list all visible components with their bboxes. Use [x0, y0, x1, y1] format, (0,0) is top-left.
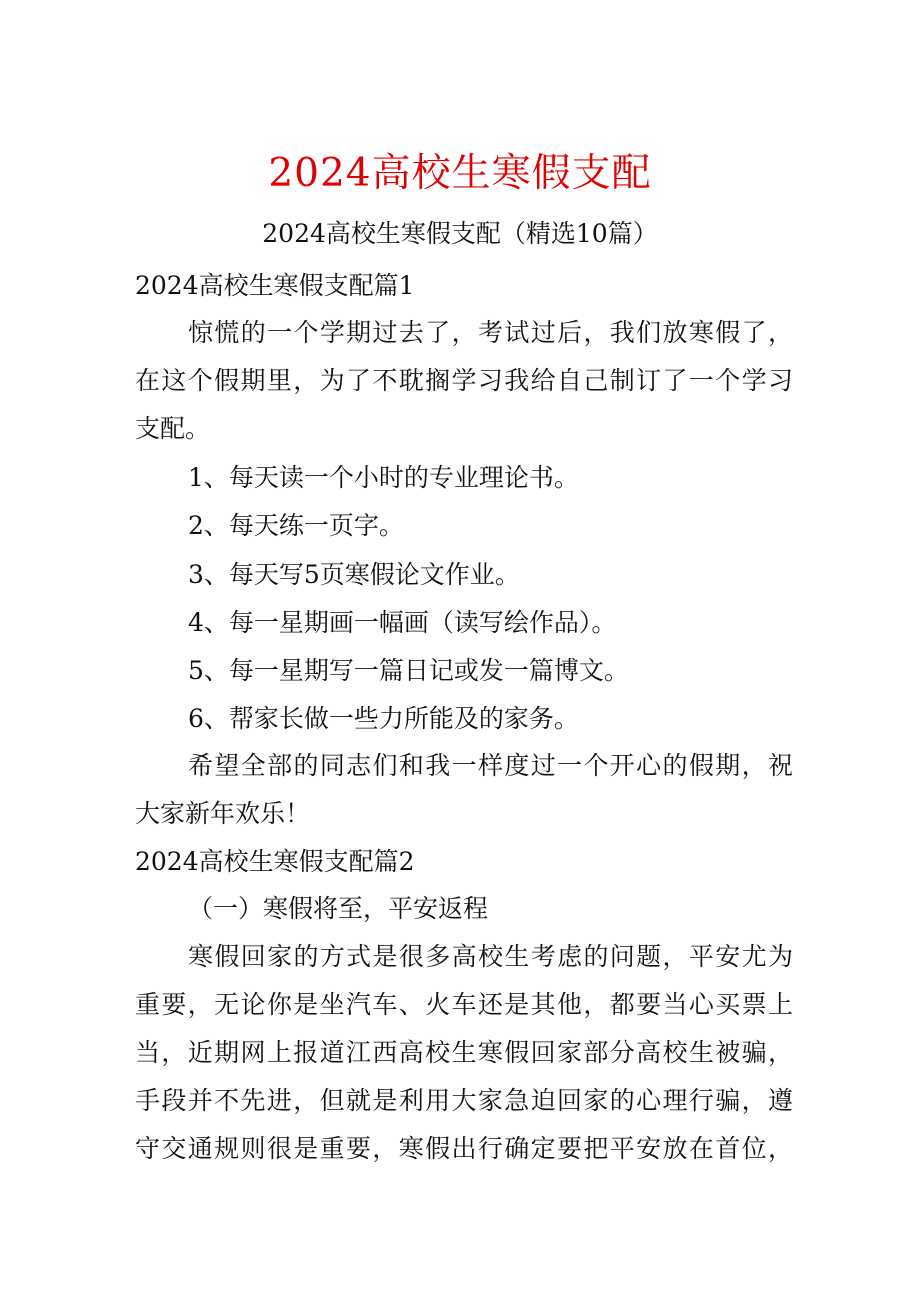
paragraph-line: 当，近期网上报道江西高校生寒假回家部分高校生被骗，: [135, 1038, 793, 1067]
sub-heading: （一）寒假将至，平安返程: [188, 894, 489, 923]
list-item: 1、每天读一个小时的专业理论书。: [188, 463, 579, 492]
document-title: 2024高校生寒假支配: [268, 151, 652, 196]
paragraph-line: 在这个假期里，为了不耽搁学习我给自己制订了一个学习: [135, 366, 793, 395]
list-item: 2、每天练一页字。: [188, 511, 404, 540]
paragraph-line: 惊慌的一个学期过去了，考试过后，我们放寒假了，: [188, 318, 793, 347]
section-heading-2: 2024高校生寒假支配篇2: [135, 847, 415, 876]
section-heading-1: 2024高校生寒假支配篇1: [135, 271, 415, 300]
paragraph-line: 重要，无论你是坐汽车、火车还是其他，都要当心买票上: [135, 990, 793, 1019]
paragraph-line: 寒假回家的方式是很多高校生考虑的问题，平安尤为: [188, 942, 793, 971]
list-item: 5、每一星期写一篇日记或发一篇博文。: [188, 656, 629, 685]
paragraph-line: 手段并不先进，但就是利用大家急迫回家的心理行骗，遵: [135, 1086, 793, 1115]
document-subtitle: 2024高校生寒假支配（精选10篇）: [262, 219, 658, 248]
list-item: 4、每一星期画一幅画（读写绘作品）。: [188, 608, 617, 637]
list-item: 3、每天写5页寒假论文作业。: [188, 560, 520, 589]
paragraph-line: 大家新年欢乐！: [135, 799, 311, 828]
list-item: 6、帮家长做一些力所能及的家务。: [188, 704, 579, 733]
paragraph-line: 支配。: [135, 414, 211, 443]
paragraph-line: 希望全部的同志们和我一样度过一个开心的假期，祝: [188, 751, 793, 780]
paragraph-line: 守交通规则很是重要，寒假出行确定要把平安放在首位，: [135, 1134, 793, 1163]
